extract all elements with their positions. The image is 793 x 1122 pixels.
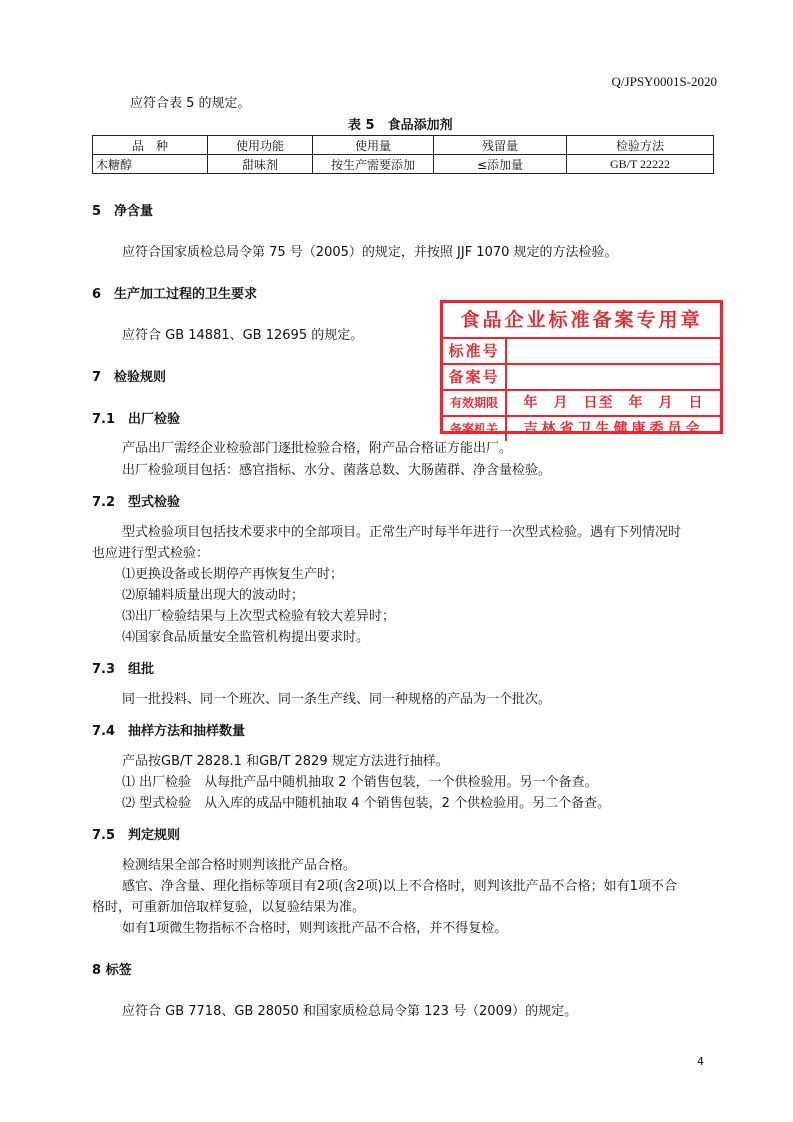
document-id: Q/JPSY0001S-2020 bbox=[611, 74, 717, 89]
intro-text: 应符合表 5 的规定。 bbox=[130, 96, 251, 111]
paragraph: 应符合国家质检总局令第 75 号（2005）的规定，并按照 JJF 1070 规定的方法检验。 bbox=[122, 245, 618, 260]
table-row bbox=[93, 155, 714, 174]
cell: GB/T 22222 bbox=[567, 155, 714, 174]
paragraph: 格时，可重新加倍取样复验，以复验结果为准。 bbox=[92, 900, 366, 915]
paragraph: 应符合 GB 7718、GB 28050 和国家质检总局令第 123 号（2009）的规定。 bbox=[122, 1004, 578, 1019]
table-header-row bbox=[93, 136, 714, 155]
paragraph: 感官、净含量、理化指标等项目有2项(含2项)以上不合格时，则判该批产品不合格；如有1项不合 bbox=[122, 879, 677, 894]
paragraph: 型式检验项目包括技术要求中的全部项目。正常生产时每半年进行一次型式检验。遇有下列情况时 bbox=[122, 525, 682, 540]
section-heading: 7.3 组批 bbox=[92, 662, 155, 677]
cell: 甜味剂 bbox=[208, 155, 313, 174]
header-cell: 检验方法 bbox=[567, 136, 714, 155]
stamp-title: 食品企业标准备案专用章 bbox=[443, 303, 720, 339]
stamp-label: 备案号 bbox=[443, 365, 507, 389]
section-heading: 8 标签 bbox=[92, 963, 132, 978]
stamp-label: 备案机关 bbox=[443, 417, 507, 441]
header-cell: 残留量 bbox=[434, 136, 567, 155]
list-item: ⑷国家食品质量安全监管机构提出要求时。 bbox=[122, 630, 370, 645]
list-item: ⑶出厂检验结果与上次型式检验有较大差异时； bbox=[122, 609, 396, 624]
filing-stamp bbox=[440, 300, 723, 437]
paragraph: 产品出厂需经企业检验部门逐批检验合格，附产品合格证方能出厂。 bbox=[122, 441, 513, 456]
header-cell: 使用功能 bbox=[208, 136, 313, 155]
section-heading: 7.1 出厂检验 bbox=[92, 412, 181, 427]
stamp-label: 有效期限 bbox=[443, 391, 507, 415]
list-item: ⑵原辅料质量出现大的波动时； bbox=[122, 588, 305, 603]
paragraph: 如有1项微生物指标不合格时，则判该批产品不合格，并不得复检。 bbox=[122, 921, 508, 936]
list-item: ⑵ 型式检验 从入库的成品中随机抽取 4 个销售包装，2 个供检验用。另二个备查。 bbox=[122, 796, 611, 811]
section-heading: 7.5 判定规则 bbox=[92, 828, 181, 843]
paragraph: 检测结果全部合格时则判该批产品合格。 bbox=[122, 858, 357, 873]
cell: 木糖醇 bbox=[93, 155, 208, 174]
page-number: 4 bbox=[697, 1055, 704, 1068]
additive-table bbox=[92, 135, 714, 174]
paragraph: 产品按GB/T 2828.1 和GB/T 2829 规定方法进行抽样。 bbox=[122, 754, 449, 769]
cell: 按生产需要添加 bbox=[313, 155, 434, 174]
section-heading: 7.4 抽样方法和抽样数量 bbox=[92, 724, 246, 739]
section-heading: 7 检验规则 bbox=[92, 370, 167, 385]
section-heading: 7.2 型式检验 bbox=[92, 495, 181, 510]
stamp-authority: 吉林省卫生健康委员会 bbox=[523, 421, 704, 437]
paragraph: 也应进行型式检验： bbox=[92, 546, 210, 561]
list-item: ⑴更换设备或长期停产再恢复生产时； bbox=[122, 567, 344, 582]
paragraph: 同一批投料、同一个班次、同一条生产线、同一种规格的产品为一个批次。 bbox=[122, 692, 552, 707]
list-item: ⑴ 出厂检验 从每批产品中随机抽取 2 个销售包装，一个供检验用。另一个备查。 bbox=[122, 775, 598, 790]
section-heading: 5 净含量 bbox=[92, 204, 154, 219]
paragraph: 应符合 GB 14881、GB 12695 的规定。 bbox=[122, 328, 364, 343]
header-cell: 品 种 bbox=[93, 136, 208, 155]
stamp-validity: 年 月 日至 年 月 日 bbox=[523, 395, 704, 411]
cell: ≤添加量 bbox=[434, 155, 567, 174]
stamp-label: 标准号 bbox=[443, 339, 507, 363]
header-cell: 使用量 bbox=[313, 136, 434, 155]
section-heading: 6 生产加工过程的卫生要求 bbox=[92, 287, 258, 302]
table-caption: 表 5 食品添加剂 bbox=[348, 118, 453, 133]
paragraph: 出厂检验项目包括：感官指标、水分、菌落总数、大肠菌群、净含量检验。 bbox=[122, 463, 552, 478]
